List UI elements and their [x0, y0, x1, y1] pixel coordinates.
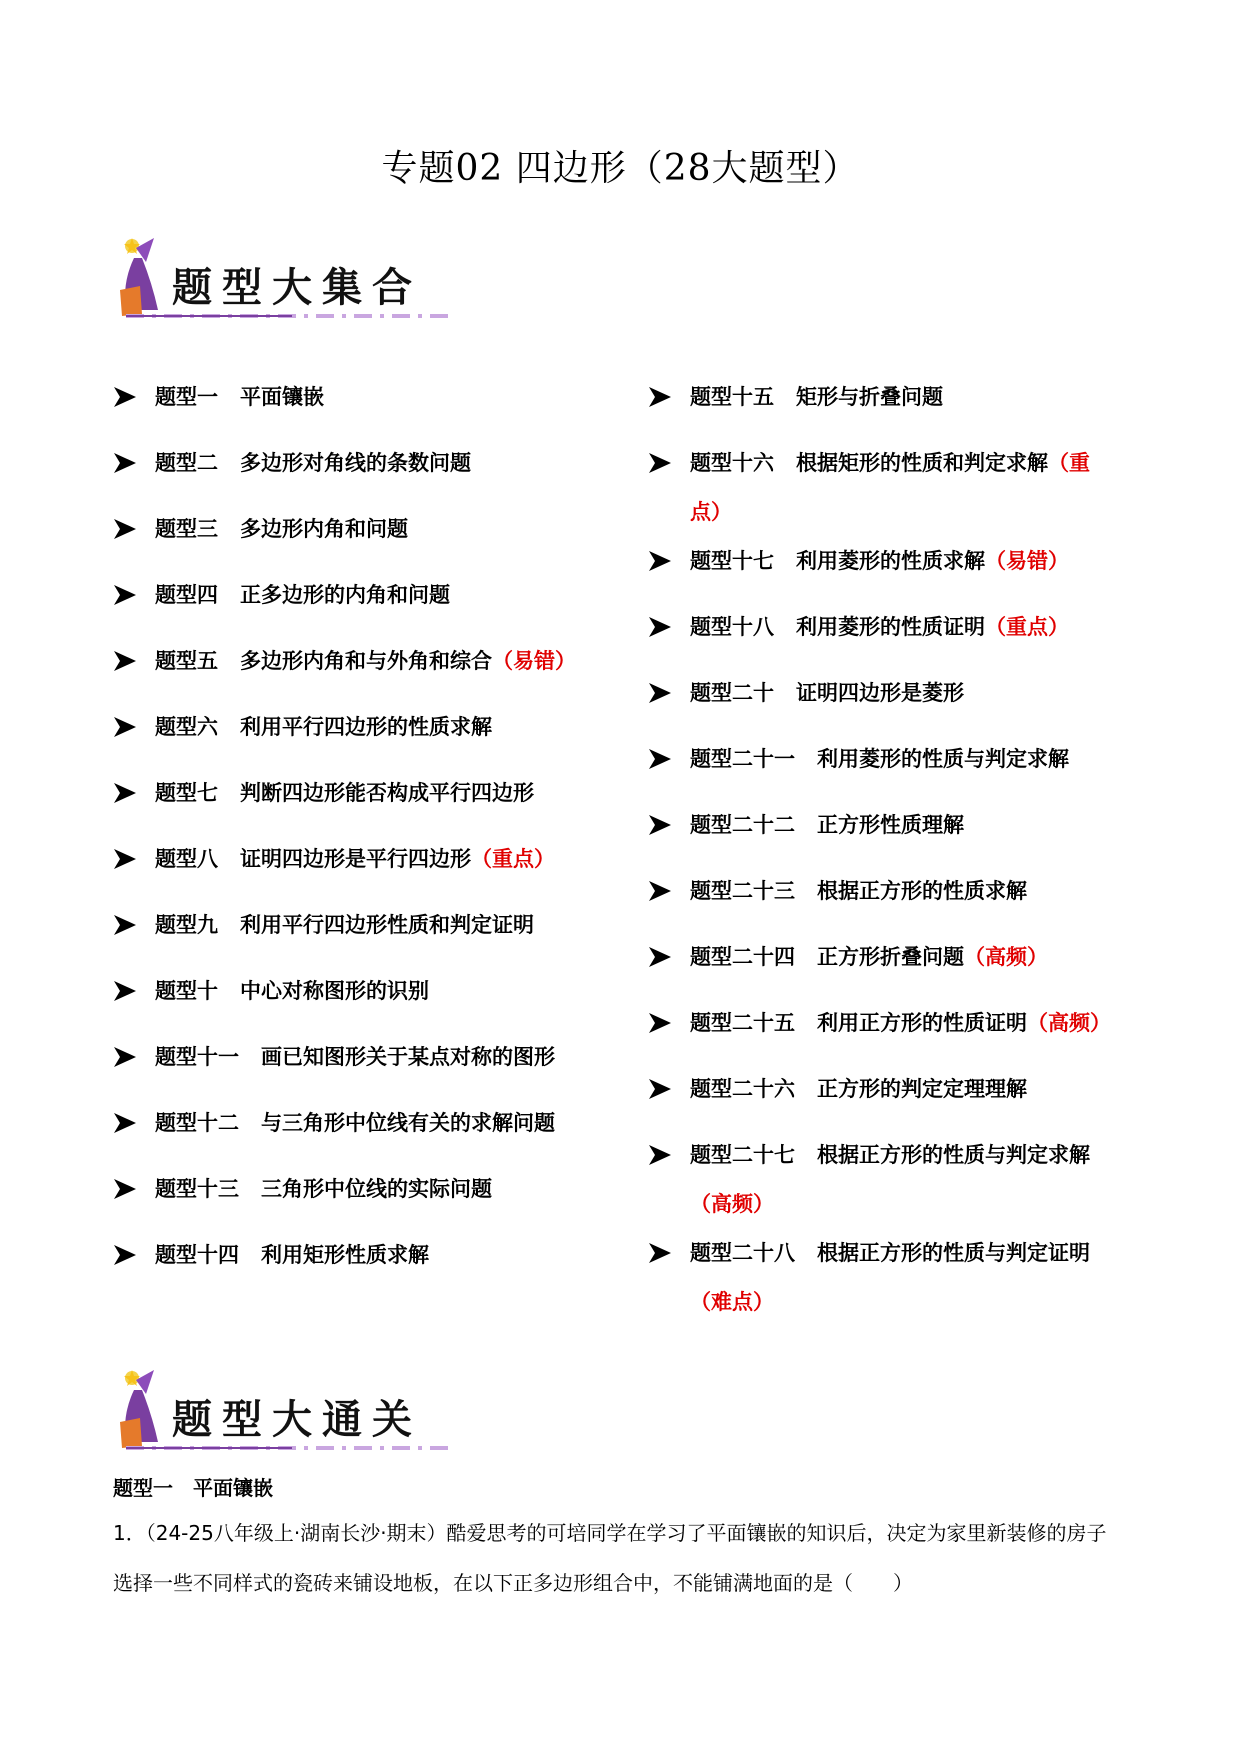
- toc-item-label: 题型七: [155, 781, 218, 805]
- toc-item-label: 题型二十四: [690, 945, 795, 969]
- question-text: 1．（24-25八年级上·湖南长沙·期末）酷爱思考的可培同学在学习了平面镶嵌的知识后，决定为家里新装修的房子选择一些不同样式的瓷砖来铺设地板，在以下正多边形组合中，不能铺满地面的是（ ）: [113, 1521, 1107, 1595]
- toc-item[interactable]: [113, 505, 613, 554]
- toc-item[interactable]: [648, 603, 1118, 652]
- toc-item-topic: 根据正方形的性质求解: [817, 879, 1027, 903]
- toc-item-label: 题型十一: [155, 1045, 239, 1069]
- toc-item-label: 题型六: [155, 715, 218, 739]
- toc-item-topic: 与三角形中位线有关的求解问题: [261, 1111, 555, 1135]
- banner-collection-text: 题型大集合: [172, 264, 422, 311]
- toc-item[interactable]: [648, 735, 1118, 784]
- toc-item-label: 题型十七: [690, 549, 774, 573]
- toc-item[interactable]: [113, 637, 613, 686]
- toc-item-topic: 矩形与折叠问题: [796, 385, 943, 409]
- arrow-bullet-icon: [648, 1241, 672, 1265]
- arrow-bullet-icon: [113, 979, 137, 1003]
- toc-item-topic: 利用平行四边形性质和判定证明: [240, 913, 534, 937]
- toc-item-label: 题型二十三: [690, 879, 795, 903]
- arrow-bullet-icon: [113, 1243, 137, 1267]
- arrow-bullet-icon: [648, 1077, 672, 1101]
- arrow-bullet-icon: [648, 879, 672, 903]
- toc-item-label: 题型二十五: [690, 1011, 795, 1035]
- toc-item[interactable]: [113, 1033, 613, 1082]
- toc-item-label: 题型十: [155, 979, 218, 1003]
- arrow-bullet-icon: [648, 1011, 672, 1035]
- toc-item-tag: （易错）: [985, 549, 1069, 573]
- toc-item-topic: 利用正方形的性质证明: [817, 1011, 1027, 1035]
- toc-item-topic: 正方形折叠问题: [817, 945, 964, 969]
- arrow-bullet-icon: [113, 649, 137, 673]
- toc-item-label: 题型二十一: [690, 747, 795, 771]
- toc-item-topic: 平面镶嵌: [240, 385, 324, 409]
- toc-item-topic: 中心对称图形的识别: [240, 979, 429, 1003]
- toc-item[interactable]: [648, 373, 1118, 422]
- arrow-bullet-icon: [648, 813, 672, 837]
- toc-item-topic: 正方形的判定定理理解: [817, 1077, 1027, 1101]
- toc-item[interactable]: [113, 571, 613, 620]
- arrow-bullet-icon: [113, 847, 137, 871]
- toc-item-topic: 画已知图形关于某点对称的图形: [261, 1045, 555, 1069]
- toc-item[interactable]: [113, 835, 613, 884]
- toc-item-topic: 三角形中位线的实际问题: [261, 1177, 492, 1201]
- toc-item-tag: （重点）: [690, 451, 1090, 524]
- toc-item-topic: 判断四边形能否构成平行四边形: [240, 781, 534, 805]
- toc-item-label: 题型二十二: [690, 813, 795, 837]
- toc-item-topic: 证明四边形是菱形: [796, 681, 964, 705]
- toc-item-topic: 根据正方形的性质与判定证明: [817, 1241, 1090, 1265]
- toc-item-topic: 利用菱形的性质与判定求解: [817, 747, 1069, 771]
- toc-item[interactable]: [648, 933, 1118, 982]
- toc-item-topic: 利用平行四边形的性质求解: [240, 715, 492, 739]
- toc-item[interactable]: [648, 999, 1118, 1048]
- arrow-bullet-icon: [648, 451, 672, 475]
- toc-item-label: 题型一: [155, 385, 218, 409]
- arrow-bullet-icon: [113, 451, 137, 475]
- toc-item-tag: （高频）: [964, 945, 1048, 969]
- toc-item-label: 题型十六: [690, 451, 774, 475]
- toc-item-label: 题型四: [155, 583, 218, 607]
- arrow-bullet-icon: [648, 385, 672, 409]
- toc-item[interactable]: [648, 1131, 1118, 1229]
- toc-item-tag: （高频）: [1027, 1011, 1111, 1035]
- arrow-bullet-icon: [113, 913, 137, 937]
- toc-item-label: 题型八: [155, 847, 218, 871]
- toc-item-topic: 利用菱形的性质证明: [796, 615, 985, 639]
- toc-item-label: 题型十五: [690, 385, 774, 409]
- toc-item-label: 题型五: [155, 649, 218, 673]
- toc-item[interactable]: [113, 967, 613, 1016]
- toc-item-tag: （易错）: [492, 649, 576, 673]
- toc-item-tag: （重点）: [985, 615, 1069, 639]
- toc-item-label: 题型三: [155, 517, 218, 541]
- toc-item-topic: 多边形内角和与外角和综合: [240, 649, 492, 673]
- toc-item-topic: 多边形内角和问题: [240, 517, 408, 541]
- toc-item-label: 题型二十八: [690, 1241, 795, 1265]
- toc-item-label: 题型十八: [690, 615, 774, 639]
- arrow-bullet-icon: [648, 615, 672, 639]
- toc-item[interactable]: [648, 1065, 1118, 1114]
- arrow-bullet-icon: [113, 715, 137, 739]
- toc-item-label: 题型九: [155, 913, 218, 937]
- toc-item-label: 题型二十六: [690, 1077, 795, 1101]
- toc-item[interactable]: [648, 669, 1118, 718]
- arrow-bullet-icon: [648, 681, 672, 705]
- toc-item[interactable]: [113, 373, 613, 422]
- toc-item[interactable]: [113, 1165, 613, 1214]
- section-heading: 题型一 平面镶嵌: [113, 1476, 273, 1500]
- toc-item[interactable]: [648, 439, 1118, 537]
- banner-collection: [112, 228, 472, 338]
- toc-item[interactable]: [113, 1099, 613, 1148]
- toc-item-topic: 正方形性质理解: [817, 813, 964, 837]
- toc-item-tag: （高频）: [690, 1192, 774, 1216]
- toc-item[interactable]: [648, 801, 1118, 850]
- toc-item-topic: 利用菱形的性质求解: [796, 549, 985, 573]
- toc-item-label: 题型二: [155, 451, 218, 475]
- banner-mastery: [112, 1360, 472, 1470]
- arrow-bullet-icon: [648, 945, 672, 969]
- toc-item[interactable]: [113, 703, 613, 752]
- toc-item-label: 题型十四: [155, 1243, 239, 1267]
- toc-item-topic: 根据正方形的性质与判定求解: [817, 1143, 1090, 1167]
- arrow-bullet-icon: [113, 1111, 137, 1135]
- page-title: 专题02 四边形（28大题型）: [381, 148, 860, 189]
- toc-item-topic: 根据矩形的性质和判定求解: [796, 451, 1048, 475]
- toc-item-topic: 证明四边形是平行四边形: [240, 847, 471, 871]
- arrow-bullet-icon: [648, 1143, 672, 1167]
- toc-item[interactable]: [113, 769, 613, 818]
- arrow-bullet-icon: [113, 385, 137, 409]
- toc-item[interactable]: [648, 867, 1118, 916]
- toc-item-topic: 利用矩形性质求解: [261, 1243, 429, 1267]
- arrow-bullet-icon: [113, 1045, 137, 1069]
- arrow-bullet-icon: [113, 1177, 137, 1201]
- toc-item[interactable]: [113, 439, 613, 488]
- banner-mastery-text: 题型大通关: [172, 1396, 422, 1443]
- toc-item-tag: （难点）: [690, 1290, 774, 1314]
- toc-item-label: 题型十三: [155, 1177, 239, 1201]
- toc-item-tag: （重点）: [471, 847, 555, 871]
- toc-item[interactable]: [113, 901, 613, 950]
- toc-item-topic: 正多边形的内角和问题: [240, 583, 450, 607]
- toc-item-label: 题型二十七: [690, 1143, 795, 1167]
- toc-item-topic: 多边形对角线的条数问题: [240, 451, 471, 475]
- toc-item-label: 题型二十: [690, 681, 774, 705]
- toc-item[interactable]: [648, 537, 1118, 586]
- toc-item[interactable]: [648, 1229, 1118, 1327]
- arrow-bullet-icon: [113, 781, 137, 805]
- toc-item-label: 题型十二: [155, 1111, 239, 1135]
- arrow-bullet-icon: [113, 517, 137, 541]
- arrow-bullet-icon: [113, 583, 137, 607]
- toc-item[interactable]: [113, 1231, 613, 1280]
- arrow-bullet-icon: [648, 549, 672, 573]
- arrow-bullet-icon: [648, 747, 672, 771]
